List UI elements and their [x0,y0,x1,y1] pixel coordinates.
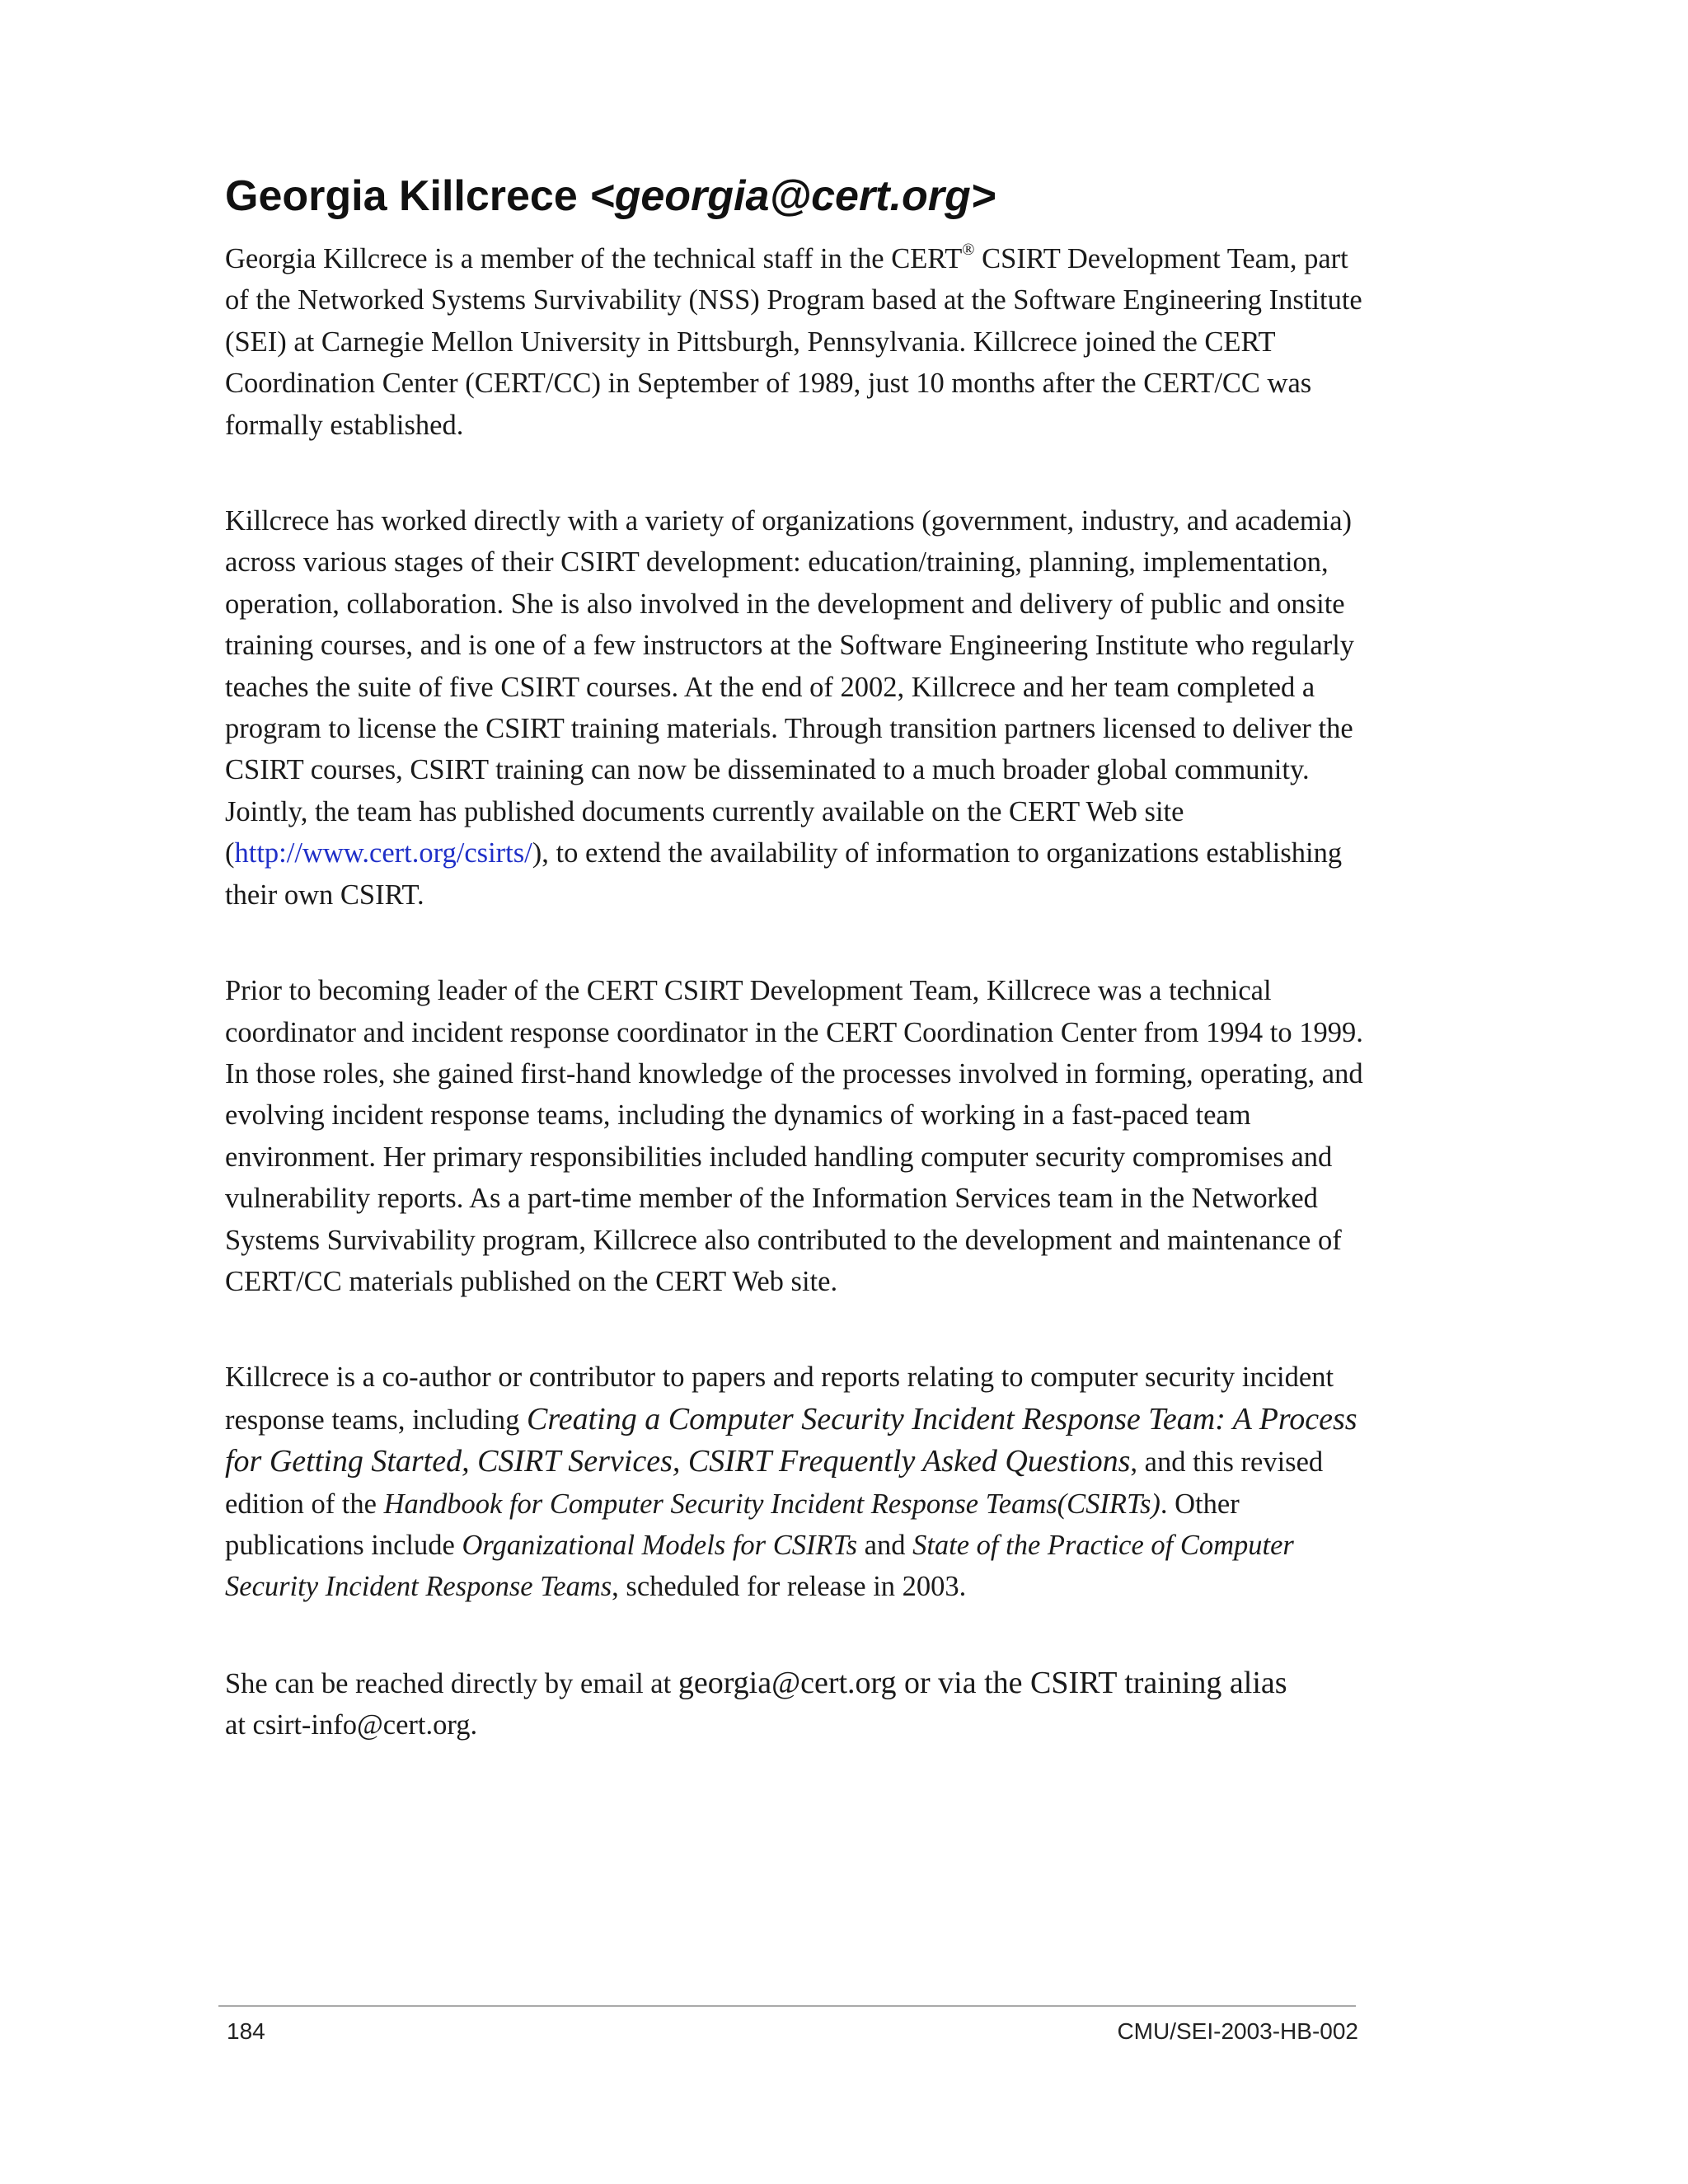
paragraph-prior-role: Prior to becoming leader of the CERT CSIRT Development Team, Killcrece was a technical coordinator and incident response coordinator in the CERT Coordination Center from 1994 to 1999. In those roles, she gained first-hand knowledge of the processes involved in forming, operating, and evolving incident response teams, including the dynamics of working in a fast-paced team environment. Her primary responsibilities included handling computer security compromises and vulnerability reports. As a part-time member of the Information Services team in the Networked Systems Survivability program, Killcrece also contributed to the development and maintenance of CERT/CC materials published on the CERT Web site. [225,975,1363,1297]
contact-email: georgia@cert.org [678,1665,897,1700]
paragraph-text: or via the CSIRT training alias [896,1665,1287,1700]
paragraph-text: Georgia Killcrece is a member of the technical staff in the CERT [225,243,963,274]
paragraph-text: , scheduled for release in 2003. [612,1571,967,1603]
paragraph-text: She can be reached directly by email at [225,1667,678,1699]
publication-title: Creating a Computer Security Incident Response Team: A Process for Getting Started, CSIRT Services, CSIRT Frequently Asked Questions [225,1401,1357,1479]
paragraph-publications [225,1357,1379,1607]
paragraph-intro [225,238,1379,446]
page-title [225,169,1379,223]
paragraph-contact [225,1662,1379,1746]
paragraph-text: , and this revised edition of the [225,1446,1324,1520]
publication-title: State of the Practice of Computer Security Incident Response Teams [225,1529,1294,1603]
author-name: Georgia Killcrece [225,172,578,220]
publication-title: Handbook for Computer Security Incident Response Teams(CSIRTs) [383,1488,1160,1520]
paragraph-text: ), to extend the availability of information to organizations establishing their own CSIRT. [225,837,1343,911]
author-email: <georgia@cert.org> [589,172,996,220]
paragraph-text: CSIRT Development Team, part of the Networked Systems Survivability (NSS) Program based at the Software Engineering Institute (SEI) at Carnegie Mellon University in Pittsburgh, Pennsylvania. Killcrece joined the CERT Coordination Center (CERT/CC) in September of 1989, just 10 months after the CERT/CC was formally established. [225,243,1362,441]
paragraph-text: Killcrece has worked directly with a variety of organizations (government, industry, and academia) across various stages of their CSIRT development: education/training, planning, implementation, operation, collaboration. She is also involved in the development and delivery of public and onsite training courses, and is one of a few instructors at the Software Engineering Institute who regularly teaches the suite of five CSIRT courses. At the end of 2002, Killcrece and her team completed a program to license the CSIRT training materials. Through transition partners licensed to deliver the CSIRT courses, CSIRT training can now be disseminated to a much broader global community. Jointly, the team has published documents currently available on the CERT Web site ( [225,505,1355,869]
cert-csirts-link[interactable]: http://www.cert.org/csirts/ [234,837,532,869]
document-id: CMU/SEI-2003-HB-002 [1117,2018,1358,2044]
page-content [225,169,1379,1801]
page-number: 184 [227,2018,265,2044]
paragraph-text: at csirt-info@cert.org. [225,1709,478,1741]
registered-mark: ® [962,240,975,259]
paragraph-experience [225,500,1379,916]
publication-title: Organizational Models for CSIRTs [462,1529,857,1561]
footer-divider [218,2005,1356,2007]
paragraph-text: . Other publications include [225,1488,1240,1561]
paragraph-text: and [857,1529,913,1561]
paragraph-text: Killcrece is a co-author or contributor to papers and reports relating to computer security incident response teams, including [225,1361,1334,1436]
